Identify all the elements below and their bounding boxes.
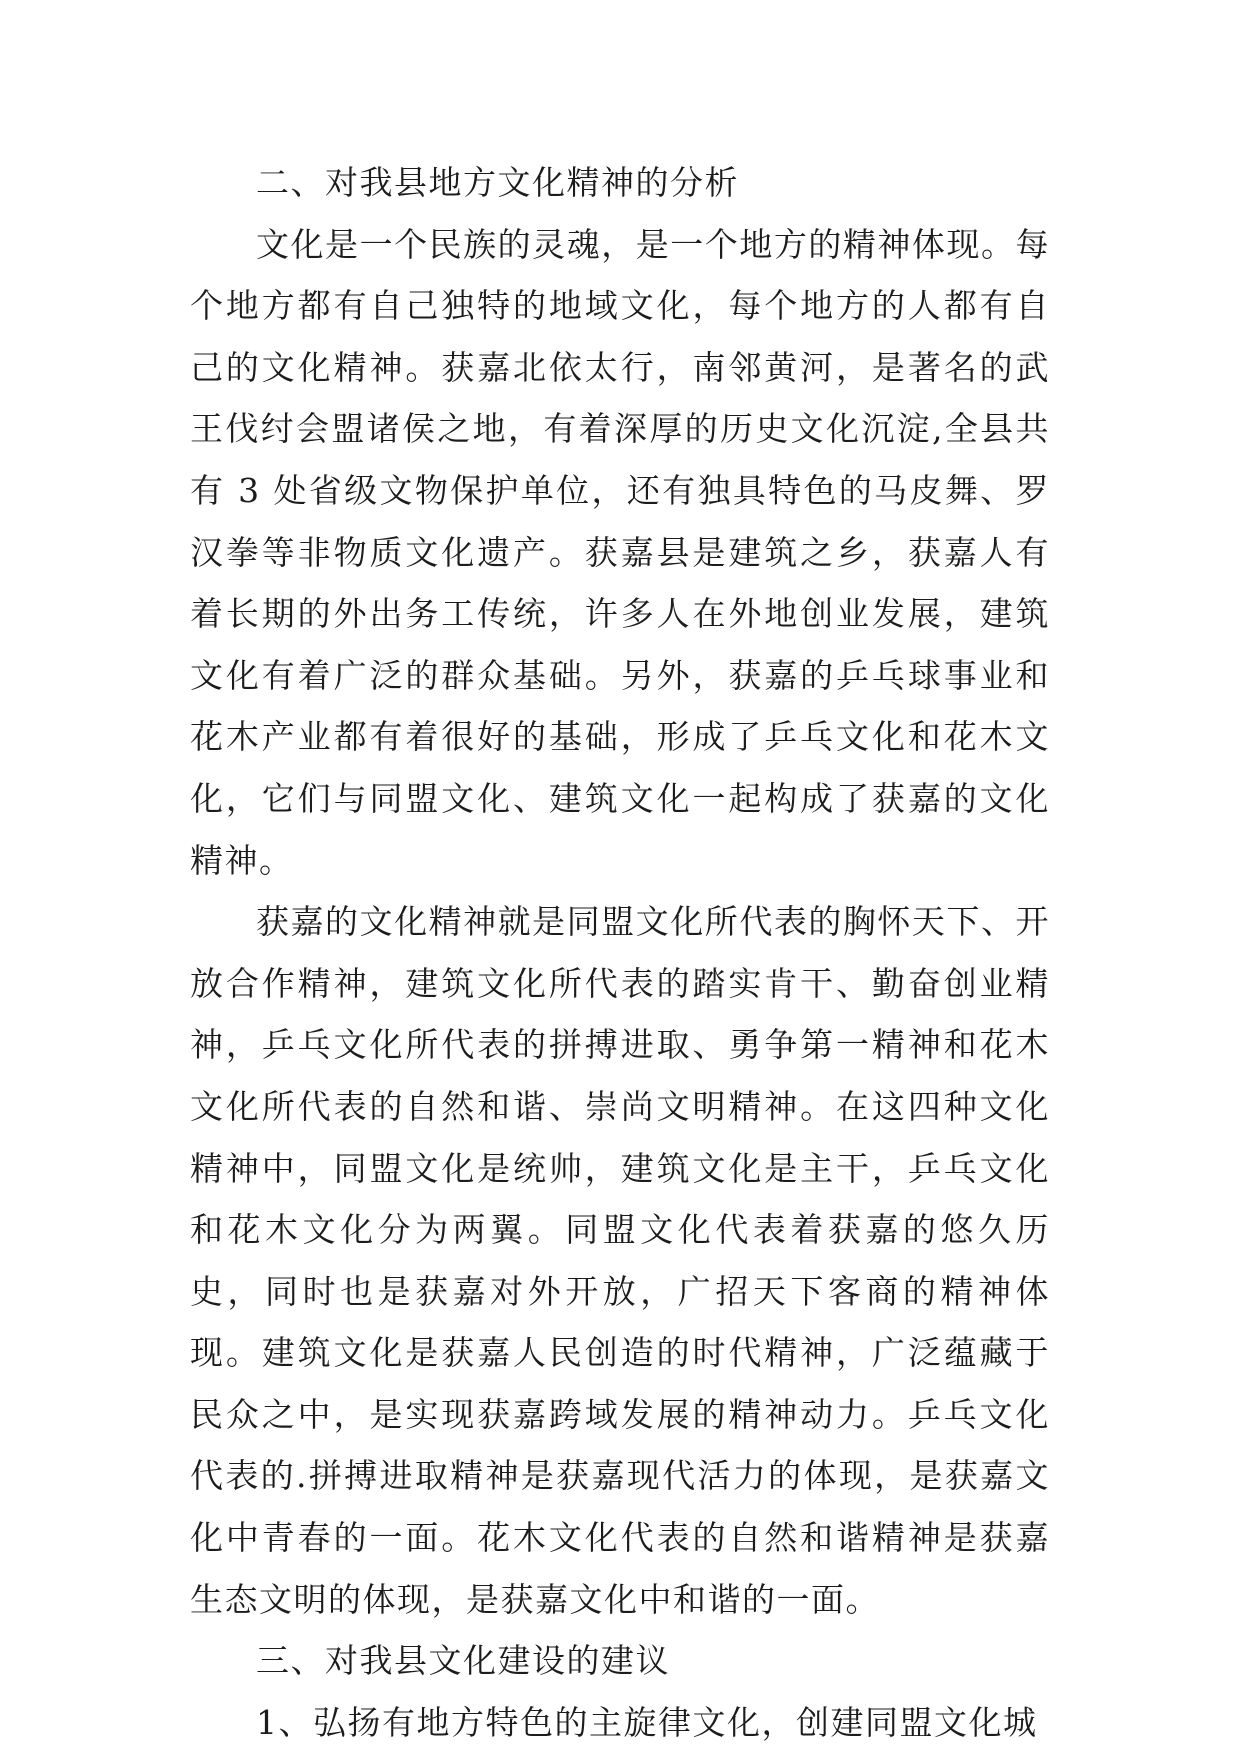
body-paragraph: 获嘉的文化精神就是同盟文化所代表的胸怀天下、开放合作精神，建筑文化所代表的踏实肯干、勤奋创业精神，乒乓文化所代表的拼搏进取、勇争第一精神和花木文化所代表的自然和谐、崇尚文明精神。在这四种文化精神中，同盟文化是统帅，建筑文化是主干，乒乓文化和花木文化分为两翼。同盟文化代表着获嘉的悠久历史，同时也是获嘉对外开放，广招天下客商的精神体现。建筑文化是获嘉人民创造的时代精神，广泛蕴藏于民众之中，是实现获嘉跨域发展的精神动力。乒乓文化代表的.拼搏进取精神是获嘉现代活力的体现，是获嘉文化中青春的一面。花木文化代表的自然和谐精神是获嘉生态文明的体现，是获嘉文化中和谐的一面。 bbox=[190, 902, 1050, 1619]
section-heading-2: 二、对我县地方文化精神的分析 bbox=[256, 163, 739, 202]
subsection-heading-1: 1、弘扬有地方特色的主旋律文化，创建同盟文化城 bbox=[256, 1702, 1038, 1742]
section-heading-3: 三、对我县文化建设的建议 bbox=[256, 1641, 670, 1681]
body-paragraph: 文化是一个民族的灵魂，是一个地方的精神体现。每个地方都有自己独特的地域文化，每个地方的人都有自己的文化精神。获嘉北依太行，南邻黄河，是著名的武王伐纣会盟诸侯之地，有着深厚的历史文化沉淀,全县共有 3 处省级文物保护单位，还有独具特色的马皮舞、罗汉拳等非物质文化遗产。获嘉县是建筑之乡，获嘉人有着长期的外出务工传统，许多人在外地创业发展，建筑文化有着广泛的群众基础。另外，获嘉的乒乓球事业和花木产业都有着很好的基础，形成了乒乓文化和花木文化，它们与同盟文化、建筑文化一起构成了获嘉的文化精神。 bbox=[190, 224, 1050, 880]
document-body bbox=[190, 152, 1050, 1753]
